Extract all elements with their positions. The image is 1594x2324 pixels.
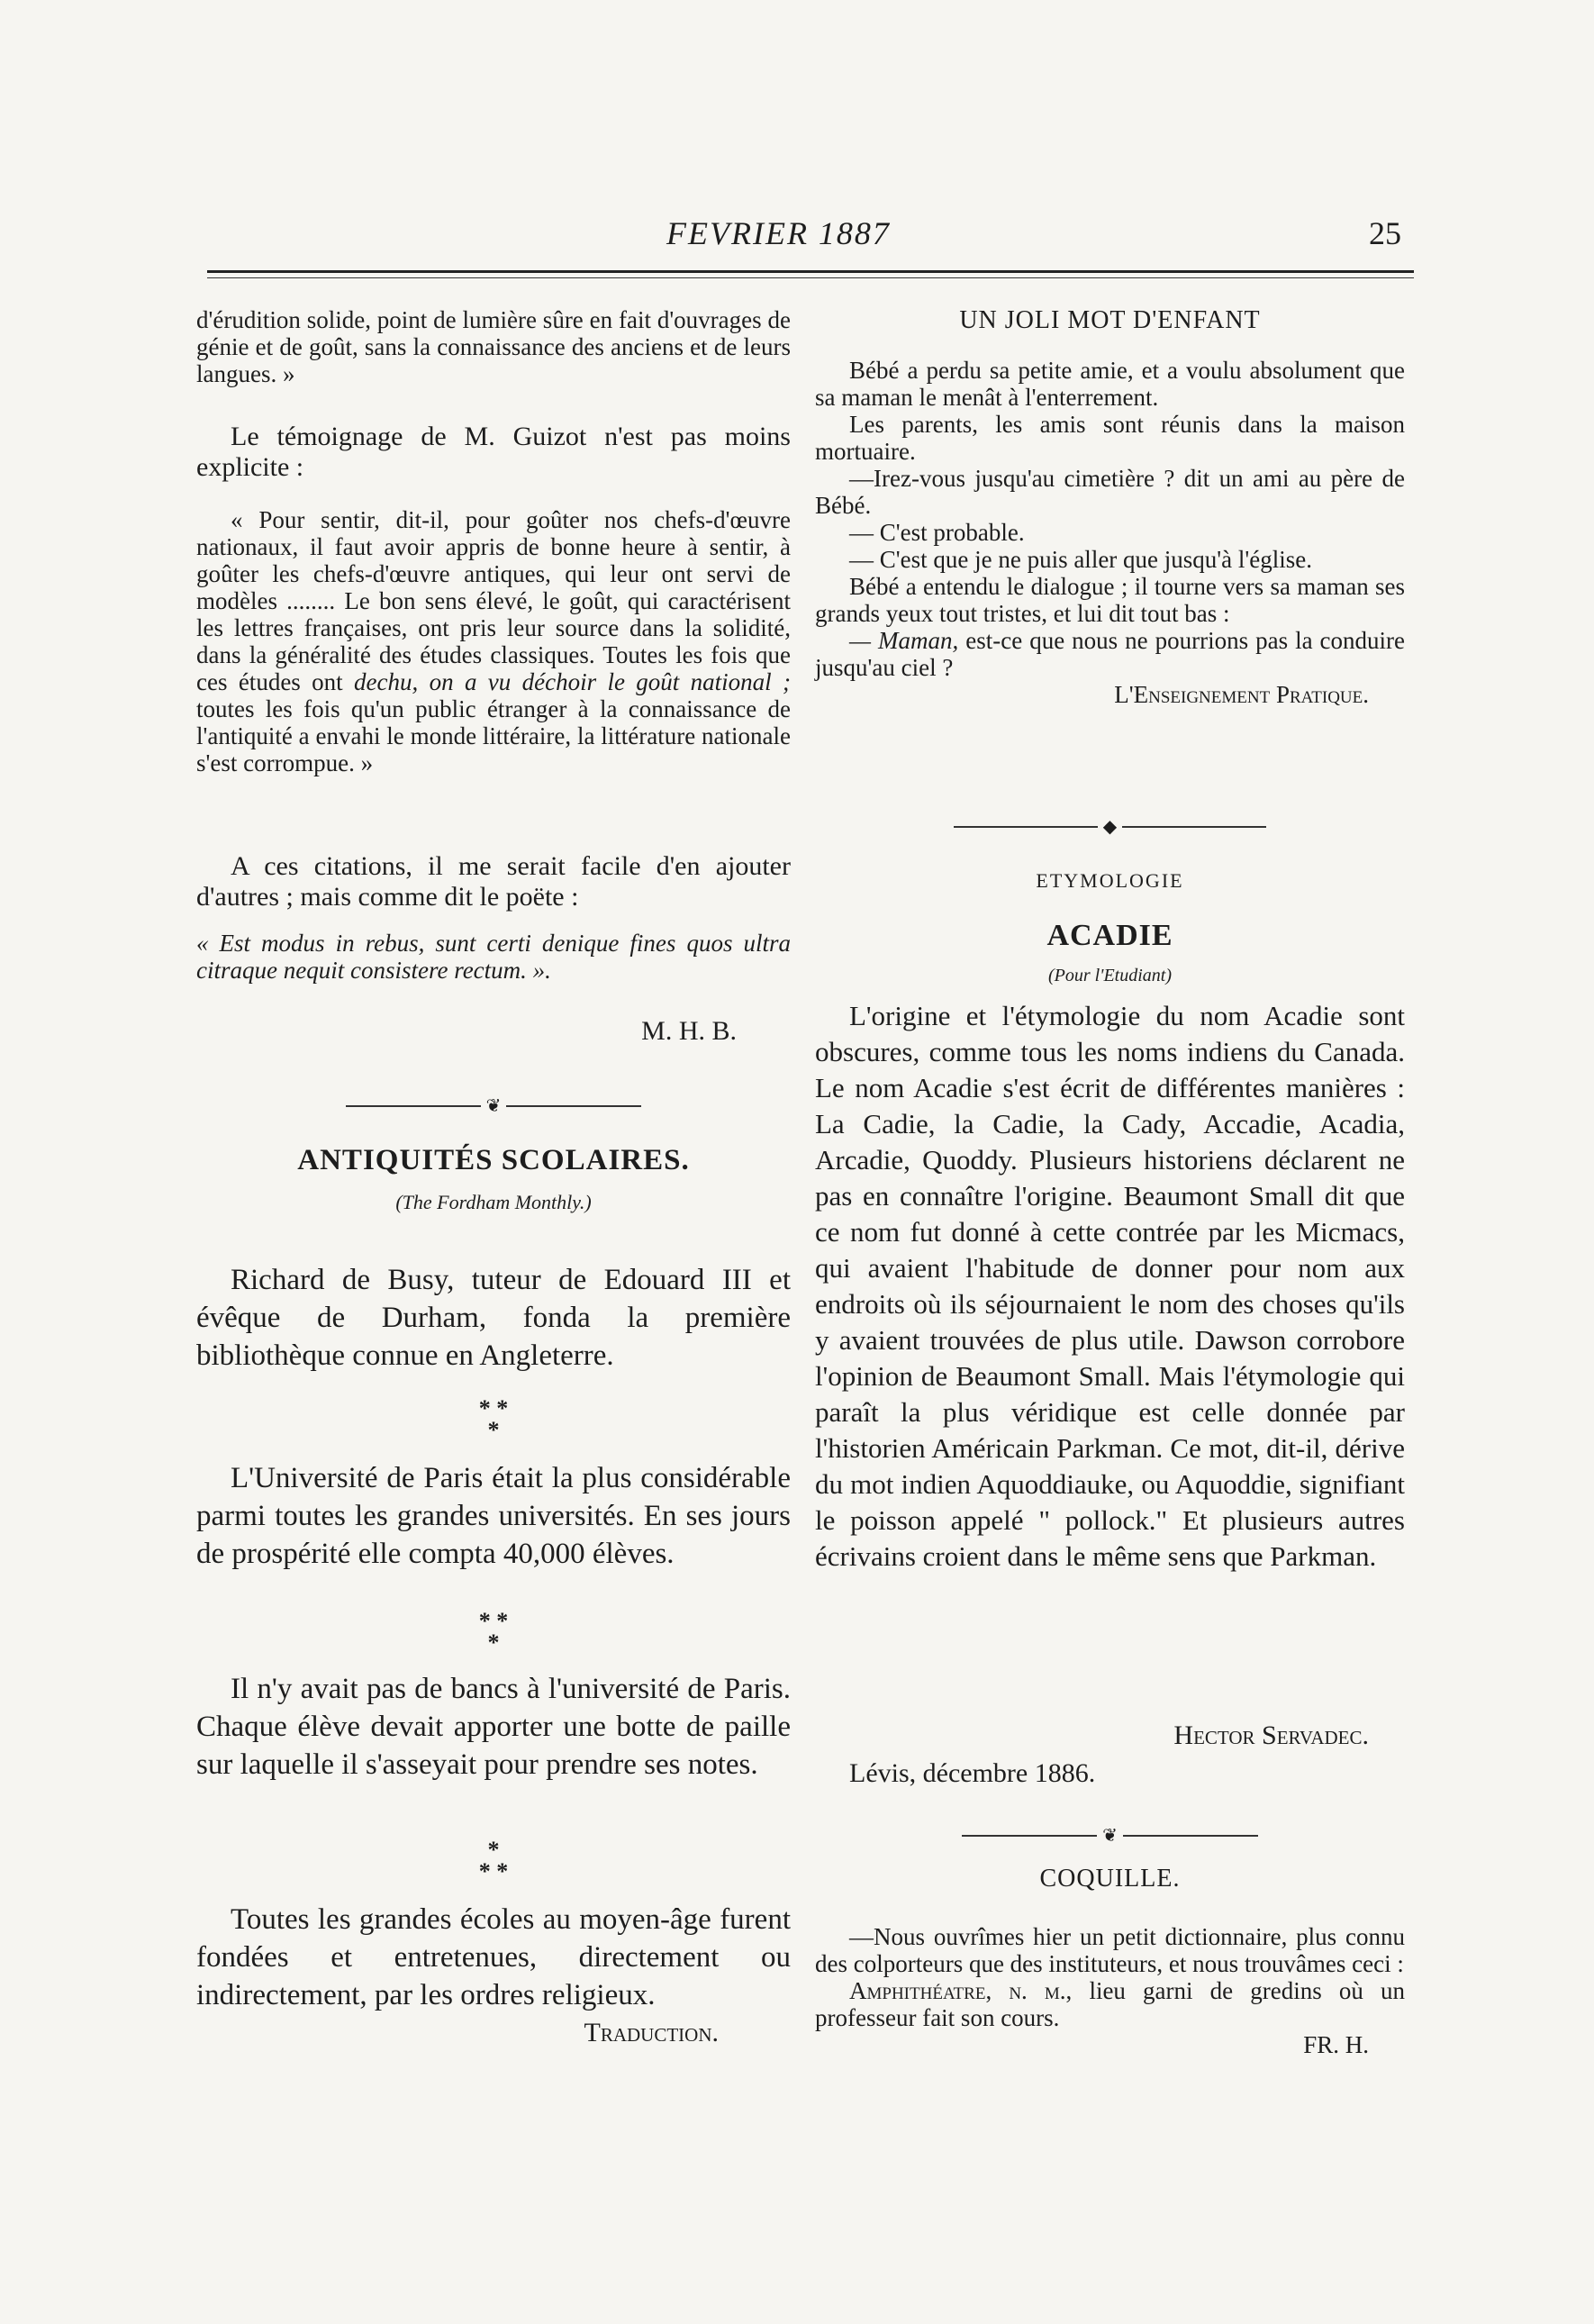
quotation (196, 506, 791, 776)
paragraph: — C'est probable. (849, 519, 1025, 546)
paragraph: — C'est que je ne puis aller que jusqu'à l'église. (849, 546, 1312, 573)
paragraph: Il n'y avait pas de bancs à l'université de Paris. Chaque élève devait apporter une botte de paille sur laquelle il s'asseyait pour prendre ses notes. (196, 1673, 791, 1781)
paragraph: Bébé a perdu sa petite amie, et a voulu absolument que sa maman le menât à l'enterrement. (815, 357, 1405, 411)
dictionary-term: Amphithéatre, n. m., (849, 1977, 1073, 2004)
asterism: * * * (478, 1395, 509, 1443)
ornament-divider: ❦ (196, 1094, 791, 1117)
quote-text: toutes les fois qu'un public étranger à la connaissance de l'antiquité a envahi le monde littéraire, la littérature nationale s'est corrompue. » (196, 695, 791, 776)
quote-text: « Pour sentir, dit-il, pour goûter nos chefs-d'œuvre nationaux, il faut avoir appris de bonne heure à sentir, à goûter les chefs-d'œuvre antiques, qui leur ont servi de modèles ........ Le bon sens élevé, le goût, qui caractérisent les lettres françaises, ont pris leur source dans la solidité, dans la généralité des études classiques. Toutes les fois que ces études ont (196, 506, 791, 695)
issue-date: FEVRIER 1887 (666, 215, 891, 251)
signature: L'Enseignement Pratique. (1114, 681, 1369, 708)
dateline: Lévis, décembre 1886. (849, 1758, 1096, 1788)
header-rule (207, 270, 1414, 273)
section-label: ETYMOLOGIE (1036, 869, 1184, 892)
paragraph: —Nous ouvrîmes hier un petit dictionnaire, plus connu des colporteurs que des instituteurs, et nous trouvâmes ceci : (815, 1923, 1405, 1977)
paragraph: L'origine et l'étymologie du nom Acadie sont obscures, comme tous les noms indiens du Canada. Le nom Acadie s'est écrit de différentes manières : La Cadie, la Cadie, la Cady, Accadie, Acadia, Arcadie, Quoddy. Plusieurs historiens déclarent ne pas en connaître l'origine. Beaumont Small dit que ce nom fut donné à cette contrée par les Micmacs, qui avaient l'habitude de donner pour nom aux endroits où ils séjournaient le nom des choses qu'ils y avaient trouvées de plus utile. Dawson corrobore l'opinion de Beaumont Small. Mais l'étymologie qui paraît la plus véridique est celle donnée par l'historien Américain Parkman. Ce mot, dit-il, dérive du mot indien Aquoddiauke, ou Aquoddie, signifiant le poisson appelé " pollock." Et plusieurs autres écrivains croient dans le même sens que Parkman. (815, 1000, 1405, 1572)
signature: M. H. B. (641, 1016, 737, 1046)
paragraph: d'érudition solide, point de lumière sûre en fait d'ouvrages de génie et de goût, sans la connaissance des anciens et de leurs langues. » (196, 306, 791, 387)
signature: Hector Servadec. (1173, 1720, 1369, 1750)
signature: Traduction. (584, 2018, 719, 2047)
paragraph-text: lieu garni de gredins où un professeur fait son cours. (815, 1977, 1405, 2031)
latin-quote: « Est modus in rebus, sunt certi denique fines quos ultra citraque nequit consistere rectum. ». (196, 930, 791, 984)
paragraph: Toutes les grandes écoles au moyen-âge furent fondées et entretenues, directement ou indirectement, par les ordres religieux. (196, 1903, 791, 2011)
italic-text: — Maman, (849, 627, 959, 654)
article-title: ACADIE (1046, 919, 1173, 952)
paragraph (815, 627, 1405, 681)
paragraph: A ces citations, il me serait facile d'en ajouter d'autres ; mais comme dit le poëte : (196, 851, 791, 912)
paragraph (815, 1977, 1405, 2031)
paragraph: Les parents, les amis sont réunis dans la maison mortuaire. (815, 411, 1405, 465)
ornament-divider: ❦ (815, 1824, 1405, 1847)
paragraph: —Irez-vous jusqu'au cimetière ? dit un ami au père de Bébé. (815, 465, 1405, 519)
article-title: COQUILLE. (1039, 1865, 1181, 1893)
ornament-divider: ◆ (815, 815, 1405, 838)
article-source: (Pour l'Etudiant) (1047, 966, 1173, 985)
page-header (0, 214, 1594, 268)
paragraph: L'Université de Paris était la plus considérable parmi toutes les grandes universités. En ses jours de prospérité elle compta 40,000 élèves. (196, 1462, 791, 1570)
section-source: (The Fordham Monthly.) (395, 1191, 592, 1213)
article-title: UN JOLI MOT D'ENFANT (959, 306, 1261, 334)
paragraph: Richard de Busy, tuteur de Edouard III et évêque de Durham, fonda la première bibliothèque connue en Angleterre. (196, 1264, 791, 1372)
asterism: * * * (478, 1837, 509, 1884)
signature: FR. H. (1303, 2031, 1369, 2058)
section-title: ANTIQUITÉS SCOLAIRES. (297, 1144, 690, 1176)
paragraph-text: est-ce que nous ne pourrions pas la conduire jusqu'au ciel ? (815, 627, 1406, 681)
asterism: * * * (478, 1608, 509, 1656)
paragraph: Le témoignage de M. Guizot n'est pas moins explicite : (196, 422, 791, 482)
paragraph: Bébé a entendu le dialogue ; il tourne vers sa maman ses grands yeux tout tristes, et lui dit tout bas : (815, 573, 1405, 627)
header-rule-thin (207, 277, 1414, 278)
page-number: 25 (1369, 215, 1401, 251)
quote-italic: dechu, on a vu déchoir le goût national ; (354, 668, 792, 695)
